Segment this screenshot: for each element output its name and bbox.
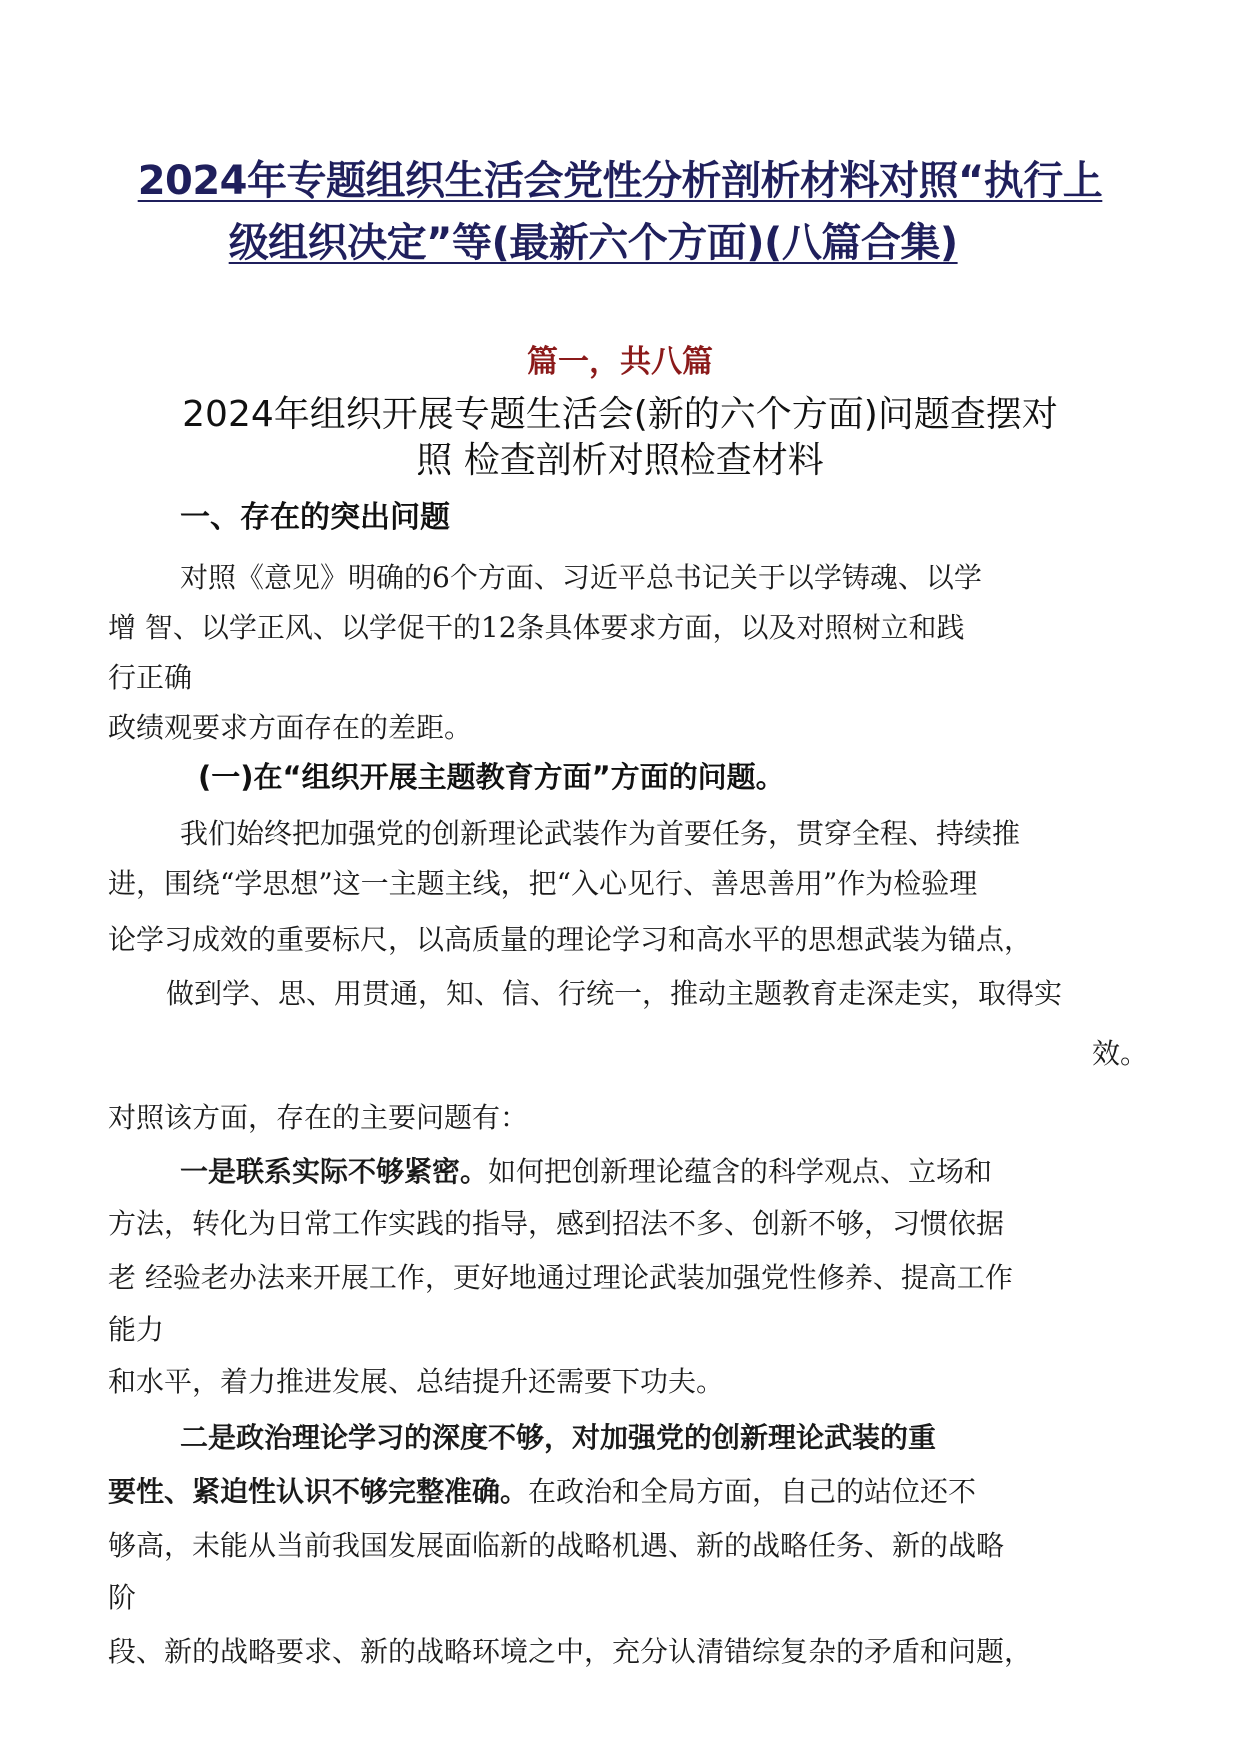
section-heading: 一、存在的突出问题: [180, 500, 450, 535]
paragraph-line: 行正确: [108, 661, 193, 694]
subtitle-line-1: 2024年组织开展专题生活会(新的六个方面)问题查摆对: [182, 394, 1058, 435]
subsection-heading: (一)在“组织开展主题教育方面”方面的问题。: [198, 760, 785, 794]
part-label: 篇一，共八篇: [527, 344, 713, 380]
paragraph-line: 要性、紧迫性认识不够完整准确。在政治和全局方面，自己的站位还不: [108, 1475, 977, 1508]
paragraph-line: 做到学、思、用贯通，知、信、行统一，推动主题教育走深走实，取得实: [166, 977, 1063, 1010]
title-line-2: 级组织决定”等(最新六个方面)(八篇合集): [228, 220, 958, 266]
paragraph-line: 和水平，着力推进发展、总结提升还需要下功夫。: [108, 1365, 725, 1398]
paragraph-line: 一是联系实际不够紧密。如何把创新理论蕴含的科学观点、立场和: [180, 1155, 993, 1188]
paragraph-line: 阶: [108, 1581, 137, 1614]
paragraph-line: 进，围绕“学思想”这一主题主线，把“入心见行、善思善用”作为检验理: [108, 867, 978, 900]
title-line-1: 2024年专题组织生活会党性分析剖析材料对照“执行上: [137, 158, 1103, 204]
paragraph-line: 老 经验老办法来开展工作，更好地通过理论武装加强党性修养、提高工作: [108, 1261, 1013, 1294]
subtitle-line-2: 照 检查剖析对照检查材料: [416, 440, 824, 481]
paragraph-line: 够高，未能从当前我国发展面临新的战略机遇、新的战略任务、新的战略: [108, 1529, 1005, 1562]
paragraph-line: 政绩观要求方面存在的差距。: [108, 711, 473, 744]
paragraph-line: [180, 1416, 936, 1456]
paragraph-line: 论学习成效的重要标尺，以高质量的理论学习和高水平的思想武装为锚点，: [108, 923, 1033, 956]
paragraph-line: 我们始终把加强党的创新理论武装作为首要任务，贯穿全程、持续推: [180, 817, 1021, 850]
paragraph-line: 方法，转化为日常工作实践的指导，感到招法不多、创新不够，习惯依据: [108, 1207, 1005, 1240]
paragraph-line: 增 智、以学正风、以学促干的12条具体要求方面，以及对照树立和践: [108, 611, 965, 644]
bold-lead: 二是政治理论学习的深度不够，对加强党的创新理论武装的重: [180, 1421, 937, 1454]
paragraph-line: 段、新的战略要求、新的战略环境之中，充分认清错综复杂的矛盾和问题，: [108, 1635, 1033, 1668]
paragraph-line: 能力: [108, 1313, 165, 1346]
bold-lead: 一是联系实际不够紧密。: [180, 1155, 489, 1188]
paragraph-line: 对照《意见》明确的6个方面、习近平总书记关于以学铸魂、以学: [180, 561, 982, 594]
bold-lead: 要性、紧迫性认识不够完整准确。: [108, 1475, 529, 1508]
paragraph-line: 效。: [1092, 1037, 1149, 1070]
paragraph-line: 对照该方面，存在的主要问题有：: [108, 1101, 529, 1134]
document-title: [60, 150, 1180, 274]
